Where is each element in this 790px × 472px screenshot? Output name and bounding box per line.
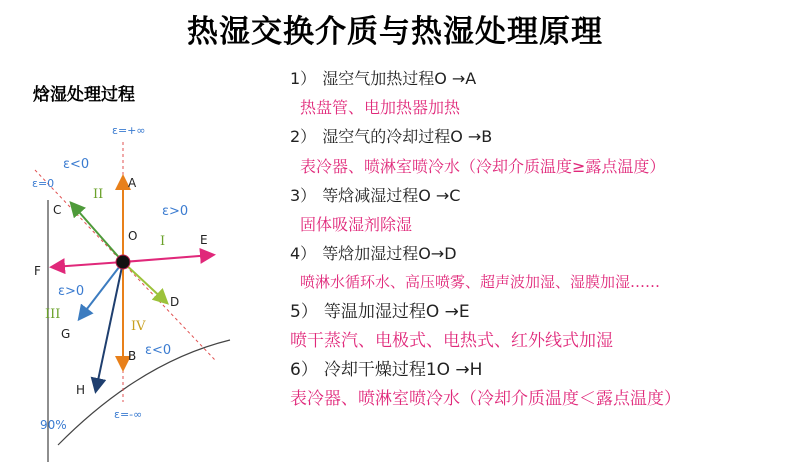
label-G: G	[61, 327, 71, 341]
label-F: F	[34, 264, 41, 278]
process-5-desc: 喷干蒸汽、电极式、电热式、红外线式加湿	[290, 330, 613, 351]
process-6-desc: 表冷器、喷淋室喷冷水（冷却介质温度＜露点温度）	[290, 389, 681, 410]
enthalpy-humidity-diagram	[0, 0, 290, 472]
state-point-O	[116, 255, 130, 269]
label-eps-gt0-left: ε>0	[58, 284, 85, 299]
label-rh-90: 90%	[40, 418, 67, 432]
label-D: D	[170, 295, 180, 309]
page-title: 热湿交换介质与热湿处理原理	[187, 14, 603, 50]
label-O: O	[128, 229, 138, 243]
process-6-title: 6） 冷却干燥过程1O →H	[290, 359, 483, 380]
process-3-desc: 固体吸湿剂除湿	[300, 214, 413, 234]
label-roman-4: IV	[131, 319, 146, 334]
process-2-desc: 表冷器、喷淋室喷冷水（冷却介质温度≥露点温度）	[300, 156, 666, 176]
label-H: H	[76, 383, 86, 397]
label-roman-1: I	[160, 234, 166, 249]
label-eps-gt0-right: ε>0	[162, 204, 189, 219]
process-1-title: 1） 湿空气加热过程O →A	[290, 69, 477, 88]
diagram-subtitle: 焓湿处理过程	[33, 85, 135, 105]
arrow-O-D	[123, 262, 166, 302]
process-5-title: 5） 等温加湿过程O →E	[290, 301, 470, 322]
process-4-title: 4） 等焓加湿过程O→D	[290, 244, 457, 264]
label-roman-3: III	[45, 307, 61, 322]
label-roman-2: II	[93, 187, 104, 202]
label-E: E	[200, 233, 208, 247]
arrow-O-E	[123, 255, 212, 262]
process-list	[290, 64, 785, 414]
label-eps-lt0-top: ε<0	[63, 157, 90, 172]
process-1-desc: 热盘管、电加热器加热	[300, 98, 461, 118]
label-eps-neg-inf: ε=-∞	[114, 408, 143, 421]
process-4-desc: 喷淋水循环水、高压喷雾、超声波加湿、湿膜加湿……	[300, 273, 661, 292]
arrow-O-F	[53, 262, 123, 267]
arrow-O-C	[72, 204, 123, 262]
process-3-title: 3） 等焓减湿过程O →C	[290, 185, 461, 205]
label-eps-lt0-bottom: ε<0	[145, 343, 172, 358]
label-eps-pos-inf: ε=+∞	[112, 124, 146, 137]
process-2-title: 2） 湿空气的冷却过程O →B	[290, 127, 493, 147]
label-C: C	[53, 203, 62, 217]
label-A: A	[128, 176, 137, 190]
label-B: B	[128, 349, 137, 363]
label-eps-zero: ε=0	[32, 177, 55, 190]
